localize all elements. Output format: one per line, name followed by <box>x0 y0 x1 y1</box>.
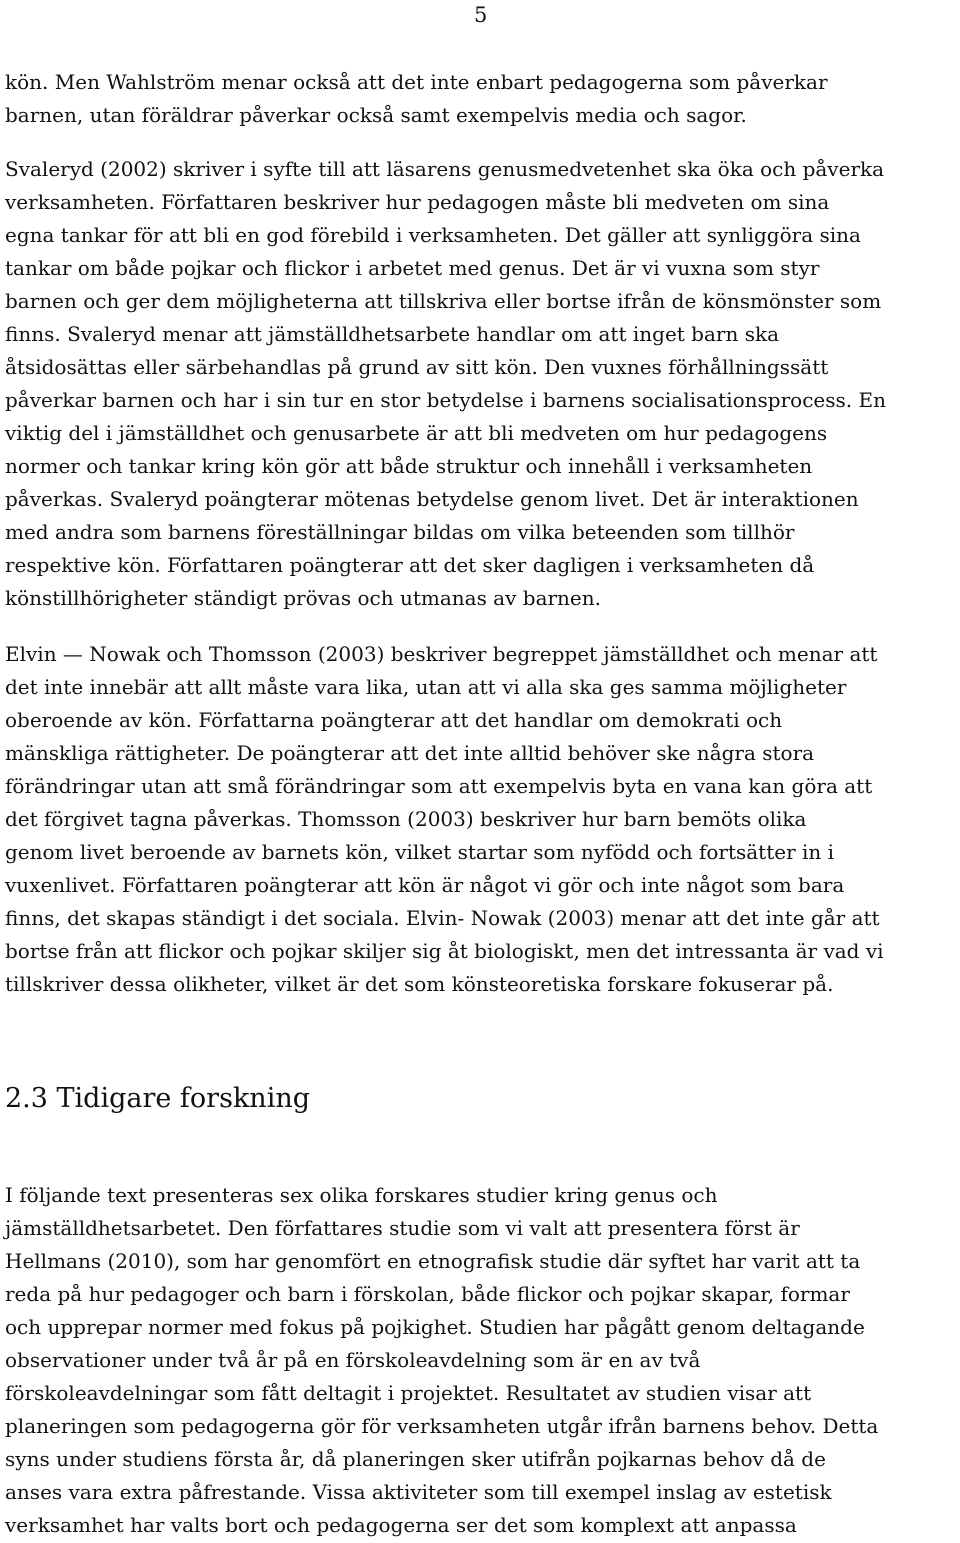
text-line: vuxenlivet. Författaren poängterar att kön är något vi gör och inte något som bara <box>5 873 845 897</box>
text-line: barnen, utan föräldrar påverkar också samt exempelvis media och sagor. <box>5 103 747 127</box>
text-line: bortse från att flickor och pojkar skiljer sig åt biologiskt, men det intressanta är vad vi <box>5 939 884 963</box>
text-line: det förgivet tagna påverkas. Thomsson (2003) beskriver hur barn bemöts olika <box>5 807 807 831</box>
text-line: påverkas. Svaleryd poängterar mötenas betydelse genom livet. Det är interaktionen <box>5 487 859 511</box>
text-line: finns, det skapas ständigt i det sociala. Elvin- Nowak (2003) menar att det inte går att <box>5 906 880 930</box>
text-line: viktig del i jämställdhet och genusarbete är att bli medveten om hur pedagogens <box>5 421 828 445</box>
text-line: verksamheten. Författaren beskriver hur pedagogen måste bli medveten om sina <box>5 190 830 214</box>
text-line: förändringar utan att små förändringar som att exempelvis byta en vana kan göra att <box>5 774 873 798</box>
text-line: observationer under två år på en förskoleavdelning som är en av två <box>5 1348 701 1372</box>
text-line: syns under studiens första år, då planeringen sker utifrån pojkarnas behov då de <box>5 1447 826 1471</box>
text-line: jämställdhetsarbetet. Den författares studie som vi valt att presentera först är <box>5 1216 800 1240</box>
text-line: reda på hur pedagoger och barn i förskolan, både flickor och pojkar skapar, formar <box>5 1282 850 1306</box>
text-line: normer och tankar kring kön gör att både struktur och innehåll i verksamheten <box>5 454 813 478</box>
text-line: kön. Men Wahlström menar också att det inte enbart pedagogerna som påverkar <box>5 70 828 94</box>
text-line: tillskriver dessa olikheter, vilket är det som könsteoretiska forskare fokuserar på. <box>5 972 834 996</box>
text-line: åtsidosättas eller särbehandlas på grund av sitt kön. Den vuxnes förhållningssätt <box>5 355 829 379</box>
text-line: respektive kön. Författaren poängterar att det sker dagligen i verksamheten då <box>5 553 815 577</box>
text-line: Elvin — Nowak och Thomsson (2003) beskriver begreppet jämställdhet och menar att <box>5 642 878 666</box>
text-line: verksamhet har valts bort och pedagogerna ser det som komplext att anpassa <box>5 1513 797 1537</box>
paragraph-svaleryd <box>5 153 955 615</box>
text-line: finns. Svaleryd menar att jämställdhetsarbete handlar om att inget barn ska <box>5 322 780 346</box>
text-line: tankar om både pojkar och flickor i arbetet med genus. Det är vi vuxna som styr <box>5 256 820 280</box>
paragraph-previous-research <box>5 1179 955 1542</box>
text-line: påverkar barnen och har i sin tur en stor betydelse i barnens socialisationsprocess. En <box>5 388 886 412</box>
text-line: barnen och ger dem möjligheterna att tillskriva eller bortse ifrån de könsmönster som <box>5 289 882 313</box>
text-line: med andra som barnens föreställningar bildas om vilka beteenden som tillhör <box>5 520 795 544</box>
text-line: oberoende av kön. Författarna poängterar att det handlar om demokrati och <box>5 708 783 732</box>
text-line: det inte innebär att allt måste vara lika, utan att vi alla ska ges samma möjligheter <box>5 675 847 699</box>
text-line: förskoleavdelningar som fått deltagit i projektet. Resultatet av studien visar att <box>5 1381 812 1405</box>
text-line: mänskliga rättigheter. De poängterar att det inte alltid behöver ske några stora <box>5 741 815 765</box>
section-heading: 2.3 Tidigare forskning <box>5 1083 311 1114</box>
text-line: Hellmans (2010), som har genomfört en etnografisk studie där syftet har varit att ta <box>5 1249 861 1273</box>
text-line: I följande text presenteras sex olika forskares studier kring genus och <box>5 1183 718 1207</box>
text-line: planeringen som pedagogerna gör för verksamheten utgår ifrån barnens behov. Detta <box>5 1414 879 1438</box>
text-line: anses vara extra påfrestande. Vissa aktiviteter som till exempel inslag av estetisk <box>5 1480 832 1504</box>
text-line: Svaleryd (2002) skriver i syfte till att läsarens genusmedvetenhet ska öka och påverka <box>5 157 885 181</box>
paragraph-wahlstrom-continuation <box>5 66 955 132</box>
text-line: genom livet beroende av barnets kön, vilket startar som nyfödd och fortsätter in i <box>5 840 835 864</box>
text-line: och upprepar normer med fokus på pojkighet. Studien har pågått genom deltagande <box>5 1315 865 1339</box>
text-line: egna tankar för att bli en god förebild i verksamheten. Det gäller att synliggöra sina <box>5 223 861 247</box>
text-line: könstillhörigheter ständigt prövas och utmanas av barnen. <box>5 586 602 610</box>
paragraph-elvin-nowak-thomsson <box>5 638 955 1001</box>
page-number: 5 <box>474 3 488 27</box>
